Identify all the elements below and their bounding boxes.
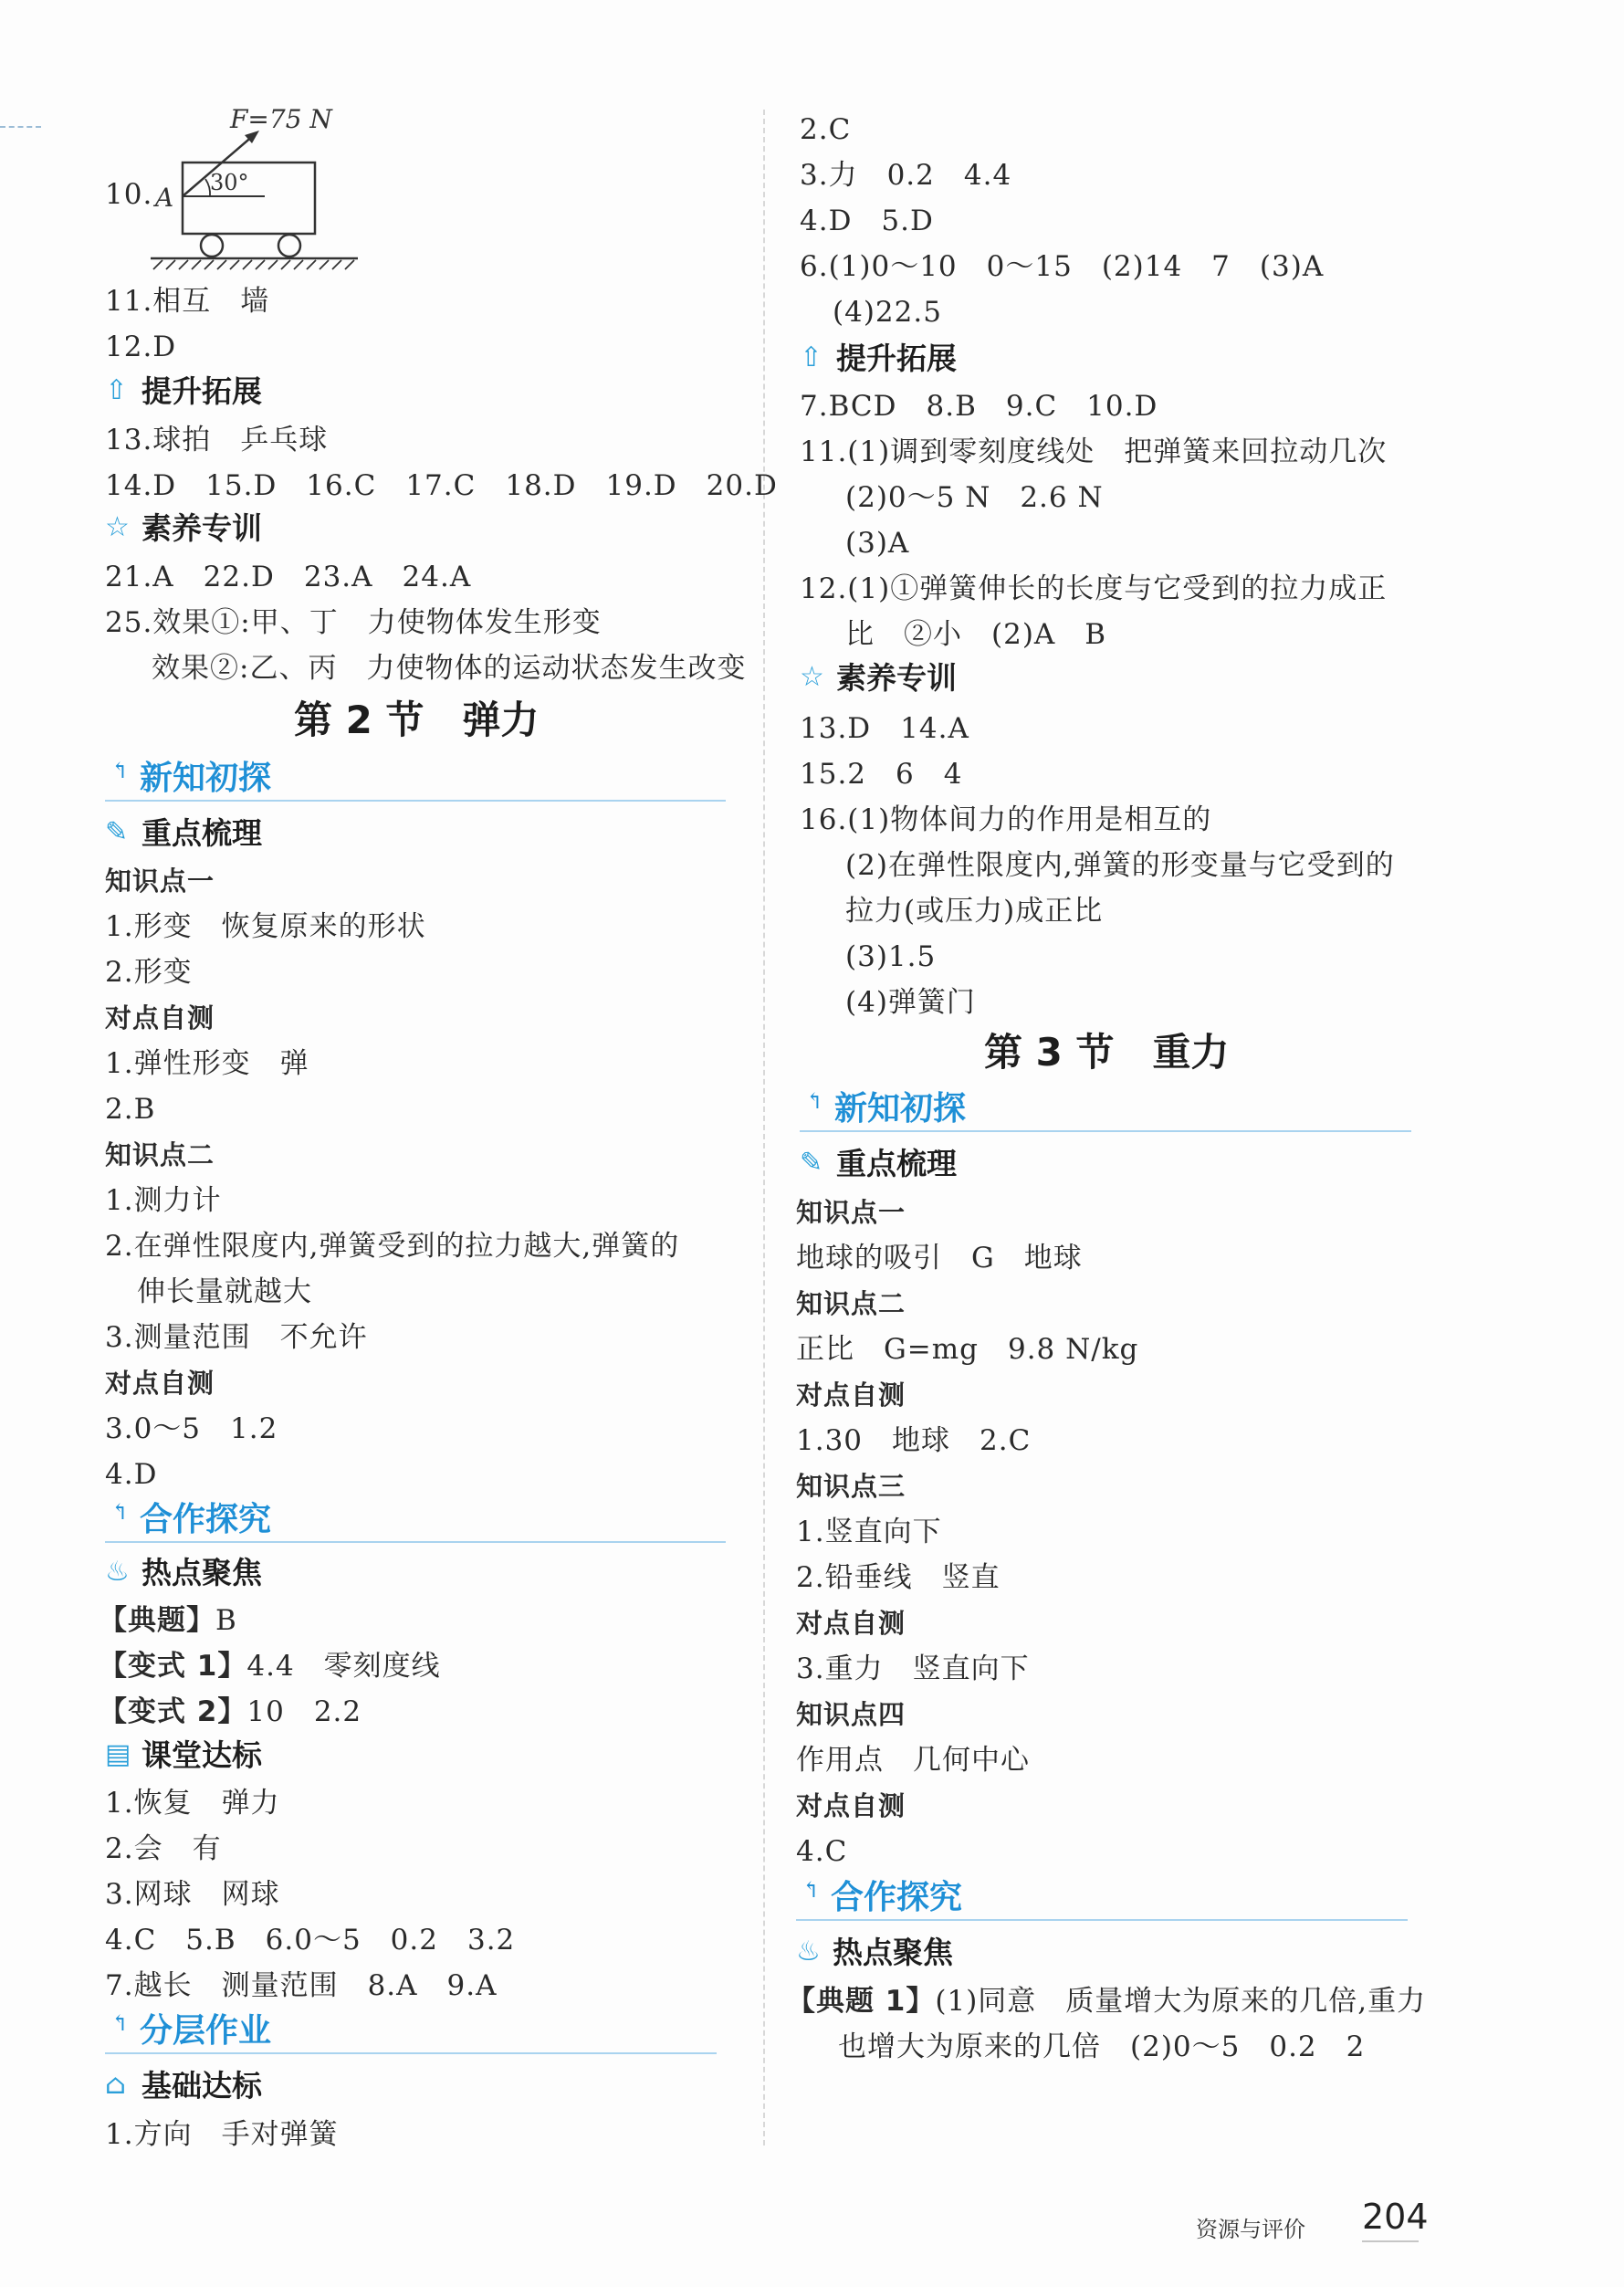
knowledge-label: 知识点一 [105,865,215,897]
margin-dash [0,126,41,128]
answer-line: 作用点 几何中心 [796,1744,1030,1777]
q10-label: 10. [105,178,153,211]
arrow-up-icon: ⇧ [800,341,823,373]
answer-line: 1.形变 恢复原来的形状 [105,910,426,943]
flame-icon: ♨ [105,1556,130,1588]
answer-line: (3)A [845,527,910,560]
answer-line: 3.网球 网球 [105,1878,280,1911]
answer-line: 6.(1)0～10 0～15 (2)14 7 (3)A [800,250,1325,283]
book-icon: ▤ [105,1738,131,1770]
answer-line: 3.0～5 1.2 [105,1412,278,1445]
knowledge-label: 知识点二 [105,1139,215,1170]
answer-line: 14.D 15.D 16.C 17.C 18.D 19.D 20.D [105,469,778,502]
answer-line: 4.C [796,1835,848,1868]
answer-line: 地球的吸引 G 地球 [796,1242,1083,1275]
pencil-icon: ✎ [105,816,129,848]
answer-line: 比 ②小 (2)A B [845,618,1107,651]
knowledge-label: 知识点一 [796,1197,906,1228]
footer-label: 资源与评价 [1196,2217,1305,2242]
answer-line: 12.(1)①弹簧伸长的长度与它受到的拉力成正 [800,572,1388,605]
tab-marker-icon: ↰ [805,1088,824,1114]
star-icon: ☆ [105,511,130,543]
answer-line: 7.BCD 8.B 9.C 10.D [800,390,1158,423]
pencil-icon: ✎ [800,1147,823,1179]
flame-icon: ♨ [796,1936,821,1967]
section-title-2: 第 2 节 弹力 [294,698,540,742]
answer-line: 1.弹性形变 弹 [105,1047,309,1080]
answer-line: 1.方向 手对弹簧 [105,2118,339,2151]
answer-line: 正比 G=mg 9.8 N/kg [796,1333,1139,1366]
answer-line: 7.越长 测量范围 8.A 9.A [105,1969,498,2002]
answer-line: (4)22.5 [833,296,942,329]
point-a-label: A [155,183,174,213]
answer-line: 2.B [105,1093,156,1126]
tab-marker-icon: ↰ [110,758,130,783]
answer-line: (2)在弹性限度内,弹簧的形变量与它受到的 [845,849,1395,882]
answer-line: 11.相互 墙 [105,285,270,318]
bianshi-line: 【变式 2】10 2.2 [99,1695,362,1728]
answer-line: 15.2 6 4 [800,758,963,791]
tab-marker-icon: ↰ [110,2010,130,2036]
answer-line: 16.(1)物体间力的作用是相互的 [800,803,1212,836]
answer-line: 拉力(或压力)成正比 [845,895,1104,928]
answer-line: 3.重力 竖直向下 [796,1652,1030,1685]
answer-line: 2.C [800,113,852,146]
answer-line: 也增大为原来的几倍 (2)0～5 0.2 2 [838,2030,1366,2063]
answer-line: 25.效果①:甲、丁 力使物体发生形变 [105,606,602,639]
knowledge-label: 知识点三 [796,1471,906,1502]
force-label: F=75 N [230,108,332,134]
knowledge-label: 对点自测 [796,1608,906,1639]
knowledge-label: 对点自测 [796,1380,906,1411]
answer-line: 1.竖直向下 [796,1516,942,1548]
page-number-rule [1362,2240,1419,2242]
arrow-up-icon: ⇧ [105,374,129,406]
knowledge-label: 对点自测 [105,1368,215,1399]
answer-line: 效果②:乙、丙 力使物体的运动状态发生改变 [152,652,747,685]
angle-label: 30° [210,170,249,195]
answer-line: 3.力 0.2 4.4 [800,159,1012,192]
answer-line: 11.(1)调到零刻度线处 把弹簧来回拉动几次 [800,435,1388,468]
tab-marker-icon: ↰ [110,1499,130,1525]
knowledge-label: 知识点二 [796,1288,906,1319]
answer-line: (4)弹簧门 [845,986,976,1019]
answer-line: 2.铅垂线 竖直 [796,1561,1001,1594]
tab-marker-icon: ↰ [802,1877,821,1903]
answer-line: 4.D [105,1458,158,1491]
knowledge-label: 知识点四 [796,1699,906,1730]
answer-line: 13.球拍 乒乓球 [105,424,329,456]
answer-line: 2.会 有 [105,1832,222,1865]
answer-line: 1.恢复 弹力 [105,1787,280,1820]
answer-line: 伸长量就越大 [137,1275,312,1308]
answer-line: 13.D 14.A [800,712,969,745]
dianti-line: 【典题 1】(1)同意 质量增大为原来的几倍,重力 [787,1985,1427,2018]
answer-line: (2)0～5 N 2.6 N [845,481,1104,514]
cart-force-diagram [146,108,365,272]
answer-line: 21.A 22.D 23.A 24.A [105,561,472,593]
answer-line: 3.测量范围 不允许 [105,1321,368,1354]
answer-line: 2.形变 [105,956,193,989]
answer-line: (3)1.5 [845,940,937,973]
section-title-3: 第 3 节 重力 [984,1030,1230,1075]
knowledge-label: 对点自测 [796,1790,906,1821]
knowledge-label: 对点自测 [105,1002,215,1033]
answer-line: 1.测力计 [105,1184,222,1217]
bianshi-line: 【变式 1】4.4 零刻度线 [99,1650,441,1683]
answer-line: 4.D 5.D [800,205,934,237]
answer-line: 1.30 地球 2.C [796,1424,1032,1457]
lock-icon: ⌂ [105,2069,126,2101]
answer-line: 12.D [105,330,177,363]
answer-line: 2.在弹性限度内,弹簧受到的拉力越大,弹簧的 [105,1230,680,1263]
column-divider [763,110,765,2145]
star-icon: ☆ [800,661,824,693]
answer-line: 4.C 5.B 6.0～5 0.2 3.2 [105,1924,516,1957]
page-number: 204 [1362,2197,1429,2237]
dianti-line: 【典题】B [99,1604,237,1637]
